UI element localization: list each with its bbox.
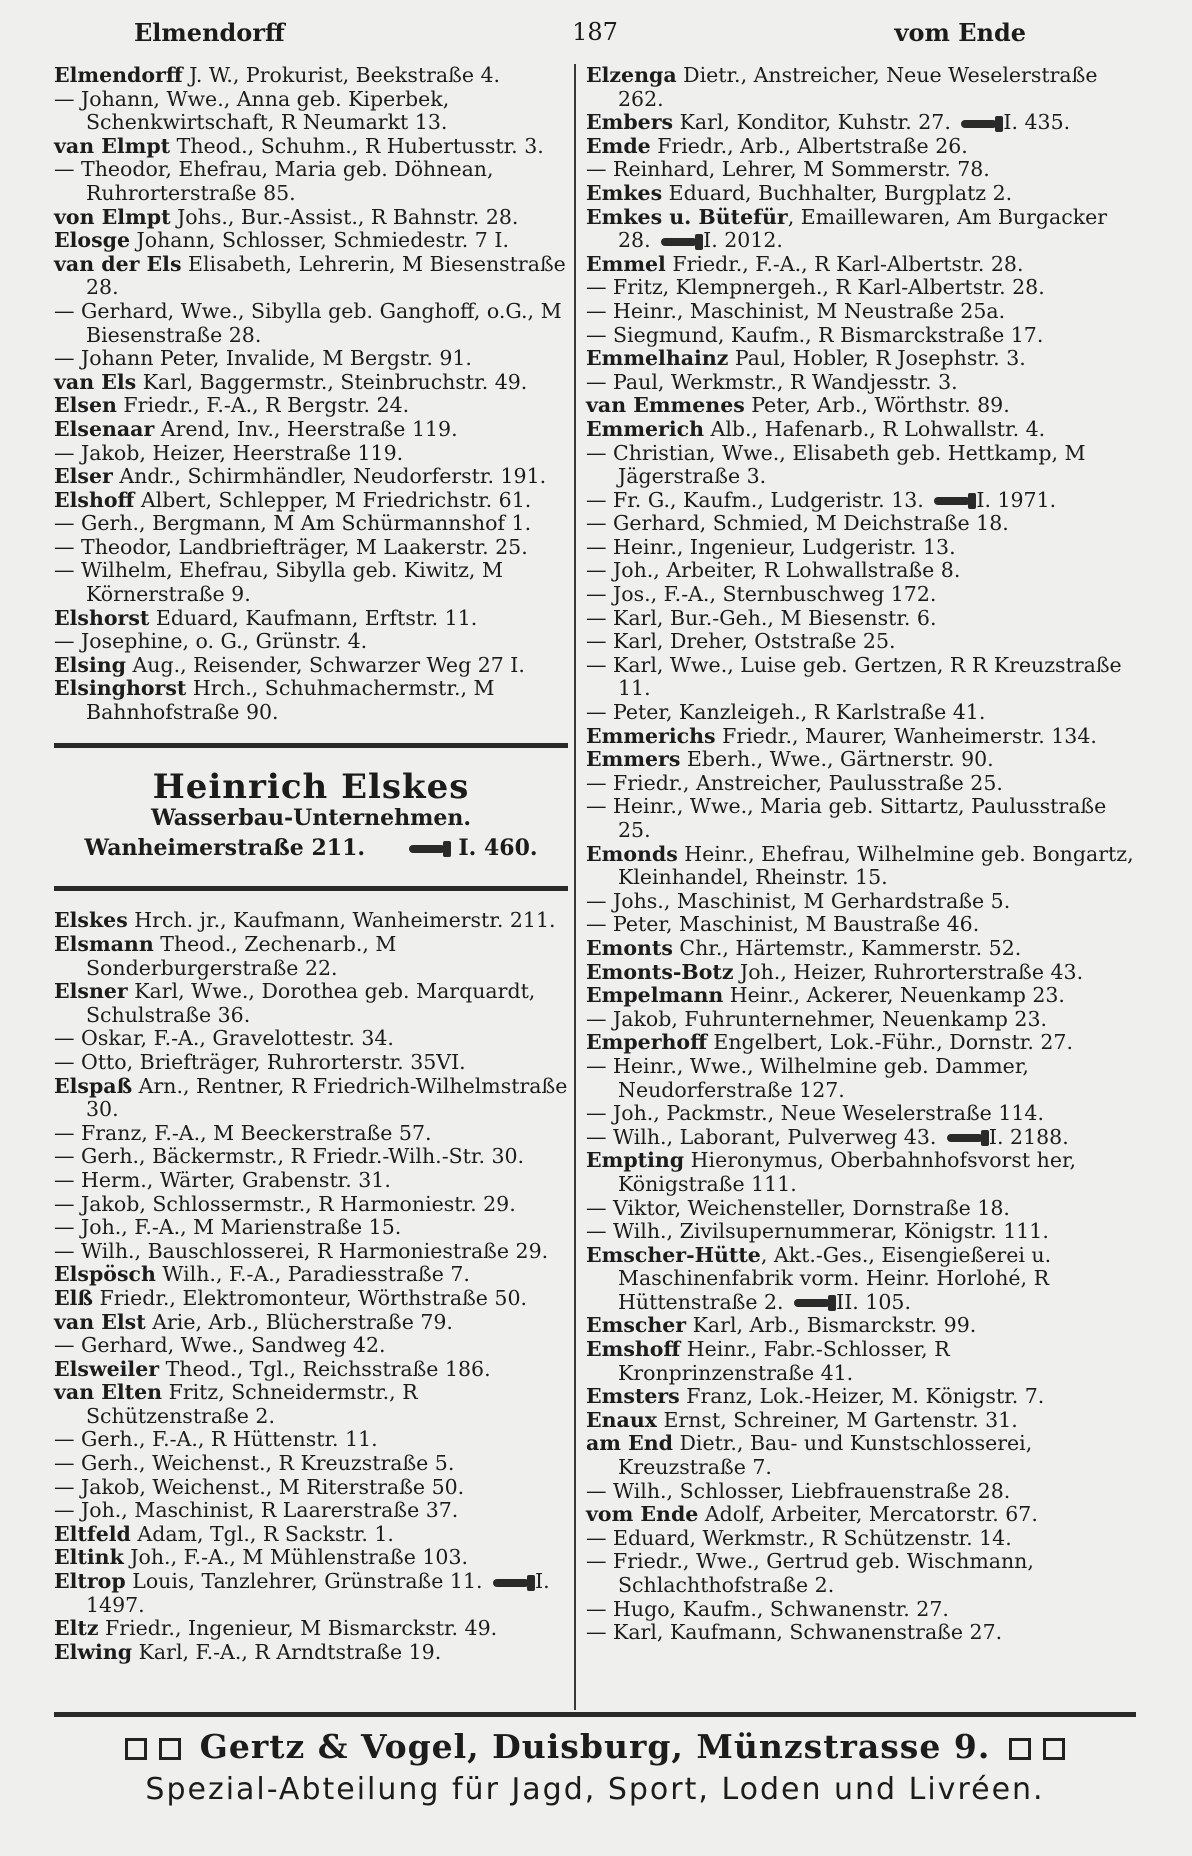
phone-icon — [794, 1299, 830, 1307]
directory-entry: — Hugo, Kaufm., Schwanenstr. 27. — [586, 1596, 949, 1621]
directory-entry: Emmers Eberh., Wwe., Gärtnerstr. 90. — [586, 747, 994, 772]
square-icon — [1043, 1738, 1065, 1760]
directory-entry: Elshorst Eduard, Kaufmann, Erftstr. 11. — [54, 605, 478, 630]
directory-entry: — Wilhelm, Ehefrau, Sibylla geb. Kiwitz, M Körnerstraße 9. — [54, 558, 503, 607]
directory-entry: — Karl, Kaufmann, Schwanenstraße 27. — [586, 1620, 1003, 1645]
directory-entry: Elser Andr., Schirmhändler, Neudorferstr. 191. — [54, 464, 547, 489]
directory-entry: — Wilh., Laborant, Pulverweg 43. I. 2188. — [586, 1124, 1069, 1149]
directory-entry: Eltz Friedr., Ingenieur, M Bismarckstr. 49. — [54, 1616, 498, 1641]
directory-entry: — Jakob, Schlossermstr., R Harmoniestr. 29. — [54, 1191, 516, 1216]
directory-entry: — Joh., Packmstr., Neue Weselerstraße 114. — [586, 1101, 1044, 1126]
directory-entry: Eltrop Louis, Tanzlehrer, Grünstraße 11. I. 1497. — [54, 1569, 550, 1617]
directory-entry: van Els Karl, Baggermstr., Steinbruchstr. 49. — [54, 369, 528, 394]
directory-entry: Embers Karl, Konditor, Kuhstr. 27. I. 435. — [586, 110, 1071, 135]
directory-entry: van Emmenes Peter, Arb., Wörthstr. 89. — [586, 393, 1010, 418]
directory-entry: Emsters Franz, Lok.-Heizer, M. Königstr. 7. — [586, 1384, 1045, 1409]
directory-entry: — Heinr., Wwe., Wilhelmine geb. Dammer, Neudorferstraße 127. — [586, 1053, 1029, 1102]
phone-icon — [934, 497, 970, 505]
directory-entry: — Gerhard, Wwe., Sibylla geb. Ganghoff, o.G., M Biesenstraße 28. — [54, 298, 562, 347]
phone-icon — [493, 1579, 529, 1587]
directory-entry: — Theodor, Ehefrau, Maria geb. Döhnean, Ruhrorterstraße 85. — [54, 157, 494, 205]
directory-entry: — Karl, Dreher, Oststraße 25. — [586, 629, 896, 654]
directory-entry: Elwing Karl, F.-A., R Arndtstraße 19. — [54, 1639, 442, 1664]
directory-entry: — Heinr., Maschinist, M Neustraße 25a. — [586, 298, 1006, 323]
directory-entry: — Gerh., Weichenst., R Kreuzstraße 5. — [54, 1451, 455, 1476]
directory-entry: — Jos., F.-A., Sternbuschweg 172. — [586, 582, 937, 607]
ad-address — [54, 834, 568, 861]
directory-entry: — Gerh., Bäckermstr., R Friedr.-Wilh.-Str. 30. — [54, 1144, 525, 1169]
directory-entry: Emperhoff Engelbert, Lok.-Führ., Dornstr. 27. — [586, 1030, 1073, 1055]
ad-subtitle: Wasserbau-Unternehmen. — [150, 805, 472, 832]
directory-entry: — Wilh., Schlosser, Liebfrauenstraße 28. — [586, 1478, 1011, 1503]
directory-entry: — Karl, Wwe., Luise geb. Gertzen, R R Kreuzstraße 11. — [586, 652, 1122, 701]
directory-entry: — Fritz, Klempnergeh., R Karl-Albertstr. 28. — [586, 275, 1045, 300]
directory-entry: Empelmann Heinr., Ackerer, Neuenkamp 23. — [586, 983, 1065, 1008]
page-number: 187 — [572, 18, 618, 46]
directory-entry: — Gerh., F.-A., R Hüttenstr. 11. — [54, 1427, 378, 1452]
directory-entry: Elsing Aug., Reisender, Schwarzer Weg 27 I. — [54, 652, 525, 677]
directory-entry: — Eduard, Werkmstr., R Schützenstr. 14. — [586, 1525, 1012, 1550]
directory-entry: — Jakob, Heizer, Heerstraße 119. — [54, 440, 404, 465]
directory-entry: — Peter, Kanzleigeh., R Karlstraße 41. — [586, 700, 986, 725]
directory-entry: — Josephine, o. G., Grünstr. 4. — [54, 629, 368, 654]
footer-line-1 — [54, 1727, 1136, 1766]
directory-entry: Empting Hieronymus, Oberbahnhofsvorst her, Königstraße 111. — [586, 1148, 1077, 1196]
directory-entry: Emkes u. Bütefür, Emaillewaren, Am Burgacker 28. I. 2012. — [586, 204, 1108, 253]
directory-entry: Emonds Heinr., Ehefrau, Wilhelmine geb. Bongartz, Kleinhandel, Rheinstr. 15. — [586, 841, 1134, 890]
phone-icon — [947, 1134, 983, 1142]
directory-entry: van Elmpt Theod., Schuhm., R Hubertusstr. 3. — [54, 133, 544, 158]
directory-entry: Elspösch Wilh., F.-A., Paradiesstraße 7. — [54, 1262, 470, 1287]
directory-entry: van Elten Fritz, Schneidermstr., R Schützenstraße 2. — [54, 1380, 418, 1428]
directory-entry: — Johann Peter, Invalide, M Bergstr. 91. — [54, 346, 472, 371]
directory-entry: Elsmann Theod., Zechenarb., M Sonderburgerstraße 22. — [54, 932, 397, 980]
directory-entry: — Wilh., Zivilsupernummerar, Königstr. 111. — [586, 1219, 1049, 1244]
directory-entry: — Christian, Wwe., Elisabeth geb. Hettkamp, M Jägerstraße 3. — [586, 440, 1086, 489]
directory-entry: — Heinr., Wwe., Maria geb. Sittartz, Paulusstraße 25. — [586, 794, 1107, 842]
directory-entry: Enaux Ernst, Schreiner, M Gartenstr. 31. — [586, 1407, 1018, 1432]
directory-entry: Elskes Hrch. jr., Kaufmann, Wanheimerstr. 211. — [54, 908, 556, 933]
directory-entry: Emonts-Botz Joh., Heizer, Ruhrorterstraße 43. — [586, 959, 1084, 984]
directory-entry: Emmelhainz Paul, Hobler, R Josephstr. 3. — [586, 346, 1026, 371]
directory-entry: — Jakob, Fuhrunternehmer, Neuenkamp 23. — [586, 1006, 1047, 1031]
directory-entry: Elsinghorst Hrch., Schuhmachermstr., M Bahnhofstraße 90. — [54, 676, 495, 725]
directory-entry: Elmendorff J. W., Prokurist, Beekstraße 4. — [54, 63, 501, 87]
square-icon — [125, 1738, 147, 1760]
directory-entry: Elshoff Albert, Schlepper, M Friedrichstr. 61. — [54, 487, 532, 512]
directory-entry: — Gerh., Bergmann, M Am Schürmannshof 1. — [54, 511, 532, 536]
directory-entry: — Reinhard, Lehrer, M Sommerstr. 78. — [586, 157, 990, 182]
page-header — [54, 10, 1136, 50]
right-entries — [586, 64, 1138, 1645]
directory-entry: — Johs., Maschinist, M Gerhardstraße 5. — [586, 888, 1011, 913]
directory-entry: Elspaß Arn., Rentner, R Friedrich-Wilhelmstraße 30. — [54, 1073, 568, 1122]
footer-line-2: Spezial-Abteilung für Jagd, Sport, Loden und Livréen. — [145, 1772, 1045, 1807]
directory-entry: Emshoff Heinr., Fabr.-Schlosser, R Kronprinzenstraße 41. — [586, 1337, 950, 1385]
footer-advertisement — [54, 1712, 1136, 1807]
ad-name: Heinrich Elskes — [152, 766, 470, 807]
directory-entry: Emde Friedr., Arb., Albertstraße 26. — [586, 133, 968, 158]
directory-entry: Elsenaar Arend, Inv., Heerstraße 119. — [54, 416, 458, 441]
left-entries-2 — [54, 909, 568, 1664]
ad-phone: I. 460. — [458, 834, 538, 861]
directory-entry: — Paul, Werkmstr., R Wandjesstr. 3. — [586, 369, 958, 394]
directory-entry: — Heinr., Ingenieur, Ludgeristr. 13. — [586, 534, 956, 559]
footer-company: Gertz & Vogel, Duisburg, Münzstrasse 9. — [199, 1727, 991, 1766]
phone-icon — [961, 120, 997, 128]
directory-entry: Elß Friedr., Elektromonteur, Wörthstraße 50. — [54, 1285, 528, 1310]
directory-entry: am End Dietr., Bau- und Kunstschlosserei, Kreuzstraße 7. — [586, 1431, 1033, 1480]
directory-entry: Emscher-Hütte, Akt.-Ges., Eisengießerei u. Maschinenfabrik vorm. Heinr. Horlohé, R Hüttenstraße 2. II. 105. — [586, 1242, 1052, 1314]
directory-entry: Emonts Chr., Härtemstr., Kammerstr. 52. — [586, 935, 1022, 960]
directory-entry: Emmerichs Friedr., Maurer, Wanheimerstr. 134. — [586, 723, 1097, 748]
directory-entry: — Gerhard, Schmied, M Deichstraße 18. — [586, 511, 1009, 536]
directory-entry: Elsen Friedr., F.-A., R Bergstr. 24. — [54, 393, 410, 418]
directory-entry: — Johann, Wwe., Anna geb. Kiperbek, Schenkwirtschaft, R Neumarkt 13. — [54, 86, 450, 135]
advertisement-elskes — [54, 743, 568, 892]
directory-entry: von Elmpt Johs., Bur.-Assist., R Bahnstr. 28. — [54, 204, 519, 229]
directory-entry: — Oskar, F.-A., Gravelottestr. 34. — [54, 1026, 394, 1051]
left-column — [54, 64, 568, 1664]
phone-icon — [409, 845, 445, 853]
directory-entry: — Joh., F.-A., M Marienstraße 15. — [54, 1215, 402, 1240]
left-entries — [54, 64, 568, 725]
directory-entry: Elsner Karl, Wwe., Dorothea geb. Marquardt, Schulstraße 36. — [54, 979, 536, 1027]
directory-entry: — Wilh., Bauschlosserei, R Harmoniestraße 29. — [54, 1238, 549, 1263]
directory-entry: Eltink Joh., F.-A., M Mühlenstraße 103. — [54, 1545, 468, 1570]
directory-entry: Elosge Johann, Schlosser, Schmiedestr. 7 I. — [54, 228, 509, 253]
directory-entry: — Peter, Maschinist, M Baustraße 46. — [586, 912, 980, 937]
directory-entry: — Herm., Wärter, Grabenstr. 31. — [54, 1167, 391, 1192]
directory-entry: — Viktor, Weichensteller, Dornstraße 18. — [586, 1195, 1010, 1220]
phone-icon — [661, 238, 697, 246]
square-icon — [1009, 1738, 1031, 1760]
directory-entry: Emkes Eduard, Buchhalter, Burgplatz 2. — [586, 180, 1013, 205]
right-column — [586, 64, 1138, 1645]
directory-entry: — Gerhard, Wwe., Sandweg 42. — [54, 1333, 386, 1358]
directory-entry: — Fr. G., Kaufm., Ludgeristr. 13. I. 1971. — [586, 487, 1057, 512]
square-icon — [159, 1738, 181, 1760]
directory-entry: Elsweiler Theod., Tgl., Reichsstraße 186. — [54, 1356, 491, 1381]
directory-entry: — Franz, F.-A., M Beeckerstraße 57. — [54, 1120, 432, 1145]
directory-entry: van Elst Arie, Arb., Blücherstraße 79. — [54, 1309, 453, 1334]
directory-entry: — Friedr., Wwe., Gertrud geb. Wischmann, Schlachthofstraße 2. — [586, 1549, 1034, 1597]
directory-entry: Elzenga Dietr., Anstreicher, Neue Weselerstraße 262. — [586, 63, 1098, 111]
directory-entry: Eltfeld Adam, Tgl., R Sackstr. 1. — [54, 1521, 394, 1546]
ad-street: Wanheimerstraße 211. — [84, 834, 366, 861]
directory-entry: Emmel Friedr., F.-A., R Karl-Albertstr. 28. — [586, 251, 1024, 276]
directory-entry: Emmerich Alb., Hafenarb., R Lohwallstr. 4. — [586, 416, 1046, 441]
directory-entry: vom Ende Adolf, Arbeiter, Mercatorstr. 67. — [586, 1502, 1038, 1527]
directory-entry: Emscher Karl, Arb., Bismarckstr. 99. — [586, 1313, 977, 1338]
column-divider — [574, 64, 576, 1710]
directory-entry: — Joh., Maschinist, R Laarerstraße 37. — [54, 1498, 459, 1523]
directory-entry: — Siegmund, Kaufm., R Bismarckstraße 17. — [586, 322, 1044, 347]
directory-entry: van der Els Elisabeth, Lehrerin, M Biesenstraße 28. — [54, 251, 566, 300]
directory-entry: — Friedr., Anstreicher, Paulusstraße 25. — [586, 770, 1003, 795]
directory-entry: — Joh., Arbeiter, R Lohwallstraße 8. — [586, 558, 961, 583]
header-last-entry: vom Ende — [894, 18, 1026, 47]
directory-entry: — Jakob, Weichenst., M Riterstraße 50. — [54, 1474, 465, 1499]
directory-entry: — Theodor, Landbriefträger, M Laakerstr. 25. — [54, 534, 528, 559]
directory-entry: — Otto, Briefträger, Ruhrorterstr. 35VI. — [54, 1049, 466, 1074]
directory-entry: — Karl, Bur.-Geh., M Biesenstr. 6. — [586, 605, 937, 630]
header-first-entry: Elmendorff — [134, 18, 285, 47]
